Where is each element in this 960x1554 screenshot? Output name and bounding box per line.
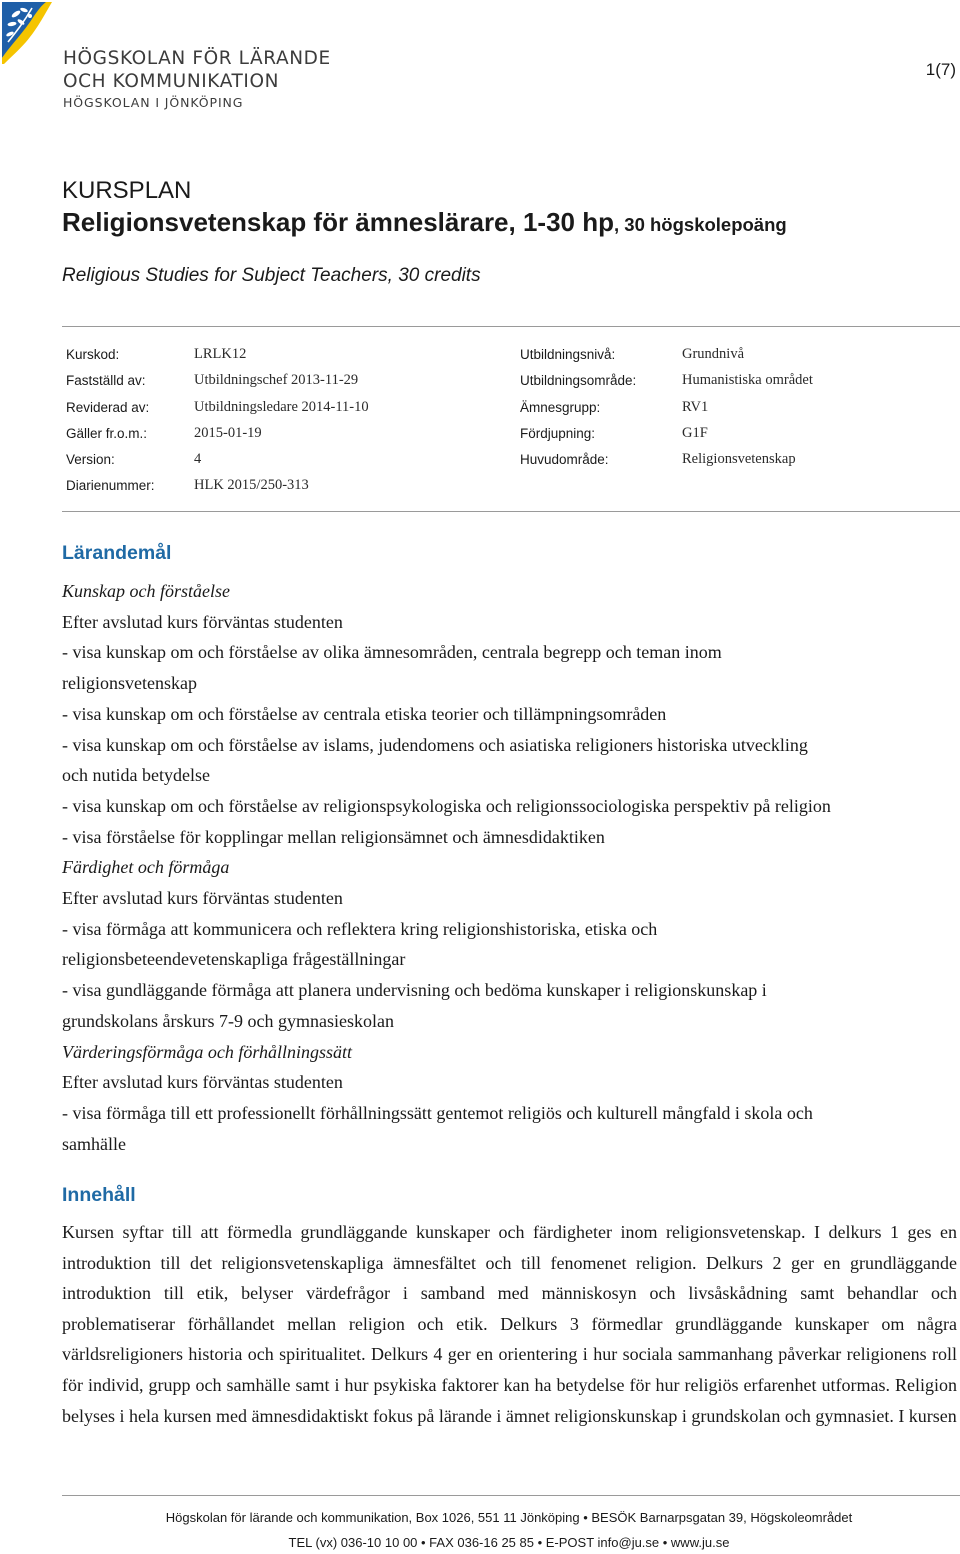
info-label: Gäller fr.o.m.: [66,426,148,441]
innehall-paragraph: Kursen syftar till att förmedla grundläggande kunskaper och färdigheter inom religionsvetenskap. I delkurs 1 ges en introduktion till det religionsvetenskapliga ämnesfältet och till fenomenet religion. Delkurs 2 ger en grundläggande introduktion till etik, belyser värdefrågor i samband med människosyn och livsåskådning samt behandlar och problematiserar förhållandet mellan religion och etik. Delkurs 3 förmedlar grundläggande kunskaper om några världsreligioners historia och spiritualitet. Delkurs 4 ger en orientering i hur sociala sammanhang påverkar religionens roll för individ, grupp och samhälle samt i hur psykiska faktorer kan ha betydelse för hur religiös erfarenhet utformas. Religion belyses i hela kursen med ämnesdidaktiskt fokus på lärande i ämnet religionskunskap i grundskolan och gymnasiet. I kursen [62,1222,957,1426]
info-value: LRLK12 [194,346,247,362]
text-line: religionsvetenskap [62,673,197,694]
university-logo [2,2,58,64]
course-title [62,207,787,238]
info-value: Religionsvetenskap [682,451,796,467]
info-label: Utbildningsnivå: [520,347,616,362]
english-title: Religious Studies for Subject Teachers, 30 credits [62,265,481,286]
institution-line-2: OCH KOMMUNIKATION [63,71,280,92]
info-value: Utbildningsledare 2014-11-10 [194,399,369,415]
text-line: Efter avslutad kurs förväntas studenten [62,611,343,632]
text-line: - visa förmåga till ett professionellt förhållningssätt gentemot religiös och kulturell mångfald i skola och [62,1102,813,1123]
institution-line-1: HÖGSKOLAN FÖR LÄRANDE [63,48,331,69]
info-label: Reviderad av: [66,400,150,415]
larandemal-body [62,576,952,1159]
text-line: - visa förmåga att kommunicera och reflektera kring religionshistoriska, etiska och [62,918,658,939]
info-label: Utbildningsområde: [520,373,637,388]
course-credits: , 30 högskolepoäng [614,214,787,235]
innehall-heading: Innehåll [62,1184,136,1206]
info-divider [62,511,960,512]
footer-divider [62,1495,960,1496]
top-divider [62,326,960,327]
info-label: Kurskod: [66,347,120,362]
page-number: 1(7) [925,60,956,79]
text-line: och nutida betydelse [62,765,210,786]
info-label: Diarienummer: [66,478,155,493]
text-line: samhälle [62,1133,126,1154]
info-value: Humanistiska området [682,372,813,388]
text-line: religionsbeteendevetenskapliga frågeställningar [62,949,406,970]
info-value: Utbildningschef 2013-11-29 [194,372,359,388]
text-line: - visa gundläggande förmåga att planera undervisning och bedöma kunskaper i religionskunskap i [62,980,767,1001]
institution-name [63,47,331,112]
footer-contact: TEL (vx) 036-10 10 00 • FAX 036-16 25 85 • E-POST info@ju.se • www.ju.se [288,1535,730,1550]
info-value: G1F [682,425,708,441]
institution-line-3: HÖGSKOLAN I JÖNKÖPING [63,95,244,110]
info-label: Fastställd av: [66,373,146,388]
text-line: - visa kunskap om och förståelse av religionspsykologiska och religionssociologiska perspektiv på religion [62,795,831,816]
text-line: - visa kunskap om och förståelse av islams, judendomens och asiatiska religioners historiska utveckling [62,734,808,755]
subheading: Färdighet och förmåga [62,857,230,878]
text-line: - visa kunskap om och förståelse av olika ämnesområden, centrala begrepp och teman inom [62,642,722,663]
subheading: Kunskap och förståelse [62,581,230,601]
larandemal-heading: Lärandemål [62,542,172,564]
document-type: KURSPLAN [62,177,192,204]
info-value: 2015-01-19 [194,425,262,441]
text-line: grundskolans årskurs 7-9 och gymnasieskolan [62,1010,394,1031]
info-label: Version: [66,452,115,467]
info-label: Ämnesgrupp: [520,400,601,415]
text-line: - visa förståelse för kopplingar mellan religionsämnet och ämnesdidaktiken [62,826,605,847]
info-label: Fördjupning: [520,426,596,441]
info-value: HLK 2015/250-313 [194,477,309,493]
text-line: Efter avslutad kurs förväntas studenten [62,888,343,909]
info-value: Grundnivå [682,346,745,362]
text-line: Efter avslutad kurs förväntas studenten [62,1072,343,1093]
text-line: - visa kunskap om och förståelse av centrala etiska teorier och tillämpningsområden [62,703,667,724]
course-title-main: Religionsvetenskap för ämneslärare, 1-30 hp [62,207,614,237]
subheading: Värderingsförmåga och förhållningssätt [62,1041,353,1062]
info-value: 4 [194,451,202,467]
info-value: RV1 [682,399,709,415]
info-label: Huvudområde: [520,452,609,467]
footer-address: Högskolan för lärande och kommunikation, Box 1026, 551 11 Jönköping • BESÖK Barnarpsgatan 39, Högskoleområdet [165,1510,853,1525]
